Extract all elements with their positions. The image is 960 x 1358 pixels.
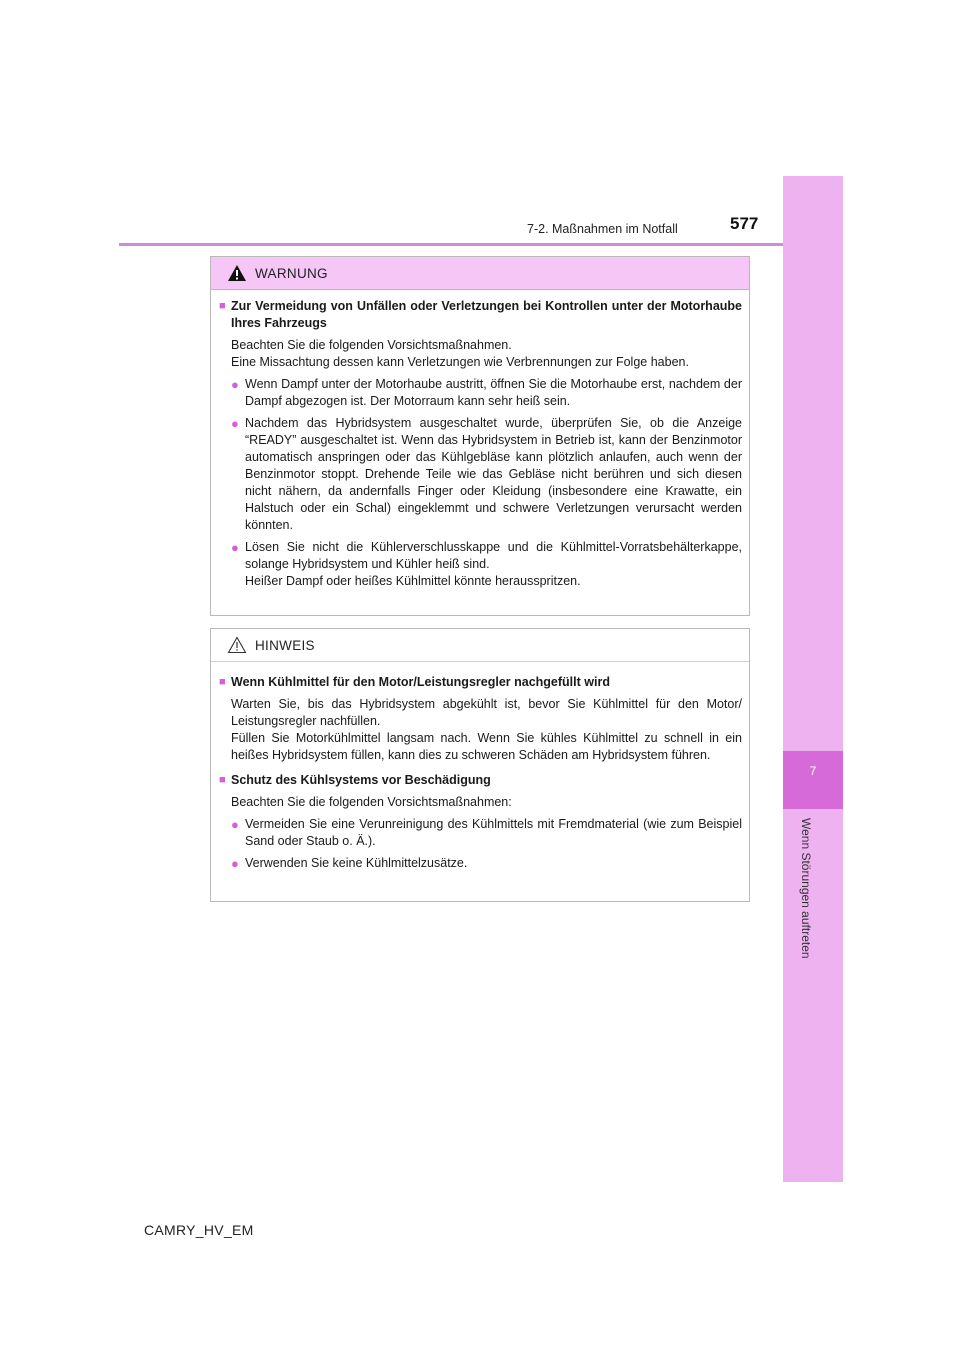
notice-label: HINWEIS <box>255 637 315 653</box>
circle-bullet-icon: ● <box>231 856 239 871</box>
warning-box <box>210 256 750 616</box>
chapter-number: 7 <box>809 764 817 778</box>
notice-bullet-1: ● Vermeiden Sie eine Verunreinigung des Kühlmittels mit Fremdmaterial (wie zum Beispiel Sand oder Staub o. Ä.). <box>231 817 742 848</box>
warning-bullet-2: ● Nachdem das Hybridsystem ausgeschaltet wurde, überprüfen Sie, ob die Anzeige “READY” ausgeschaltet ist. Wenn das Hybridsystem in Betrieb ist, kann der Benzinmotor automatisch anspringen oder das Kühlgebläse kann plötzlich anlaufen, auch wenn der Benzinmotor stoppt. Drehende Teile wie das Gebläse nicht berühren und sich diesen nicht nähern, da andernfalls Finger oder Kleidung (insbesondere eine Krawatte, ein Halstuch oder ein Schal) eingeklemmt und schwere Verletzungen verursacht werden könnten. <box>231 416 742 532</box>
notice-para-1: Warten Sie, bis das Hybridsystem abgekühlt ist, bevor Sie Kühlmittel für den Motor/ Leistungsregler nachfüllen. Füllen Sie Motorkühlmittel langsam nach. Wenn Sie kühles Kühlmittel zu schnell in ein heißes Hybridsystem füllen, kann dies zu schweren Schäden am Hybridsystem führen. <box>231 697 742 762</box>
warning-heading: ■ Zur Vermeidung von Unfällen oder Verletzungen bei Kontrollen unter der Motorhaube Ihres Fahrzeugs <box>219 299 742 330</box>
caution-triangle-icon <box>227 636 247 654</box>
warning-bullet-1: ● Wenn Dampf unter der Motorhaube austritt, öffnen Sie die Motorhaube erst, nachdem der Dampf abgezogen ist. Der Motorraum kann sehr heiß sein. <box>231 377 742 408</box>
notice-bullet-2: ● Verwenden Sie keine Kühlmittelzusätze. <box>231 856 468 871</box>
square-bullet-icon: ■ <box>219 774 226 786</box>
warning-intro: Beachten Sie die folgenden Vorsichtsmaßnahmen. Eine Missachtung dessen kann Verletzungen wie Verbrennungen zur Folge haben. <box>231 338 689 369</box>
notice-header <box>211 629 749 662</box>
notice-body <box>211 662 749 872</box>
notice-heading-2: ■ Schutz des Kühlsystems vor Beschädigung <box>219 773 491 787</box>
notice-box <box>210 628 750 902</box>
circle-bullet-icon: ● <box>231 416 239 431</box>
header-rule <box>119 243 783 246</box>
circle-bullet-icon: ● <box>231 377 239 392</box>
circle-bullet-icon: ● <box>231 540 239 555</box>
notice-intro-2: Beachten Sie die folgenden Vorsichtsmaßnahmen: <box>231 795 512 809</box>
page-number: 577 <box>730 214 759 233</box>
warning-body <box>211 290 749 590</box>
warning-label: WARNUNG <box>255 265 328 281</box>
chapter-side-tab <box>783 176 843 1182</box>
section-title: 7-2. Maßnahmen im Notfall <box>527 222 678 236</box>
document-code: CAMRY_HV_EM <box>144 1222 254 1238</box>
warning-triangle-icon <box>227 264 247 282</box>
chapter-number-block <box>783 751 843 809</box>
square-bullet-icon: ■ <box>219 300 226 312</box>
warning-bullet-3: ● Lösen Sie nicht die Kühlerverschlusskappe und die Kühlmittel-Vorratsbehälterkappe, solange Hybridsystem und Kühler heiß sind. Heißer Dampf oder heißes Kühlmittel könnte herausspritzen. <box>231 540 742 588</box>
chapter-title: Wenn Störungen auftreten <box>799 818 813 959</box>
warning-header <box>211 257 749 290</box>
square-bullet-icon: ■ <box>219 676 226 688</box>
notice-heading-1: ■ Wenn Kühlmittel für den Motor/Leistungsregler nachgefüllt wird <box>219 675 610 689</box>
circle-bullet-icon: ● <box>231 817 239 832</box>
